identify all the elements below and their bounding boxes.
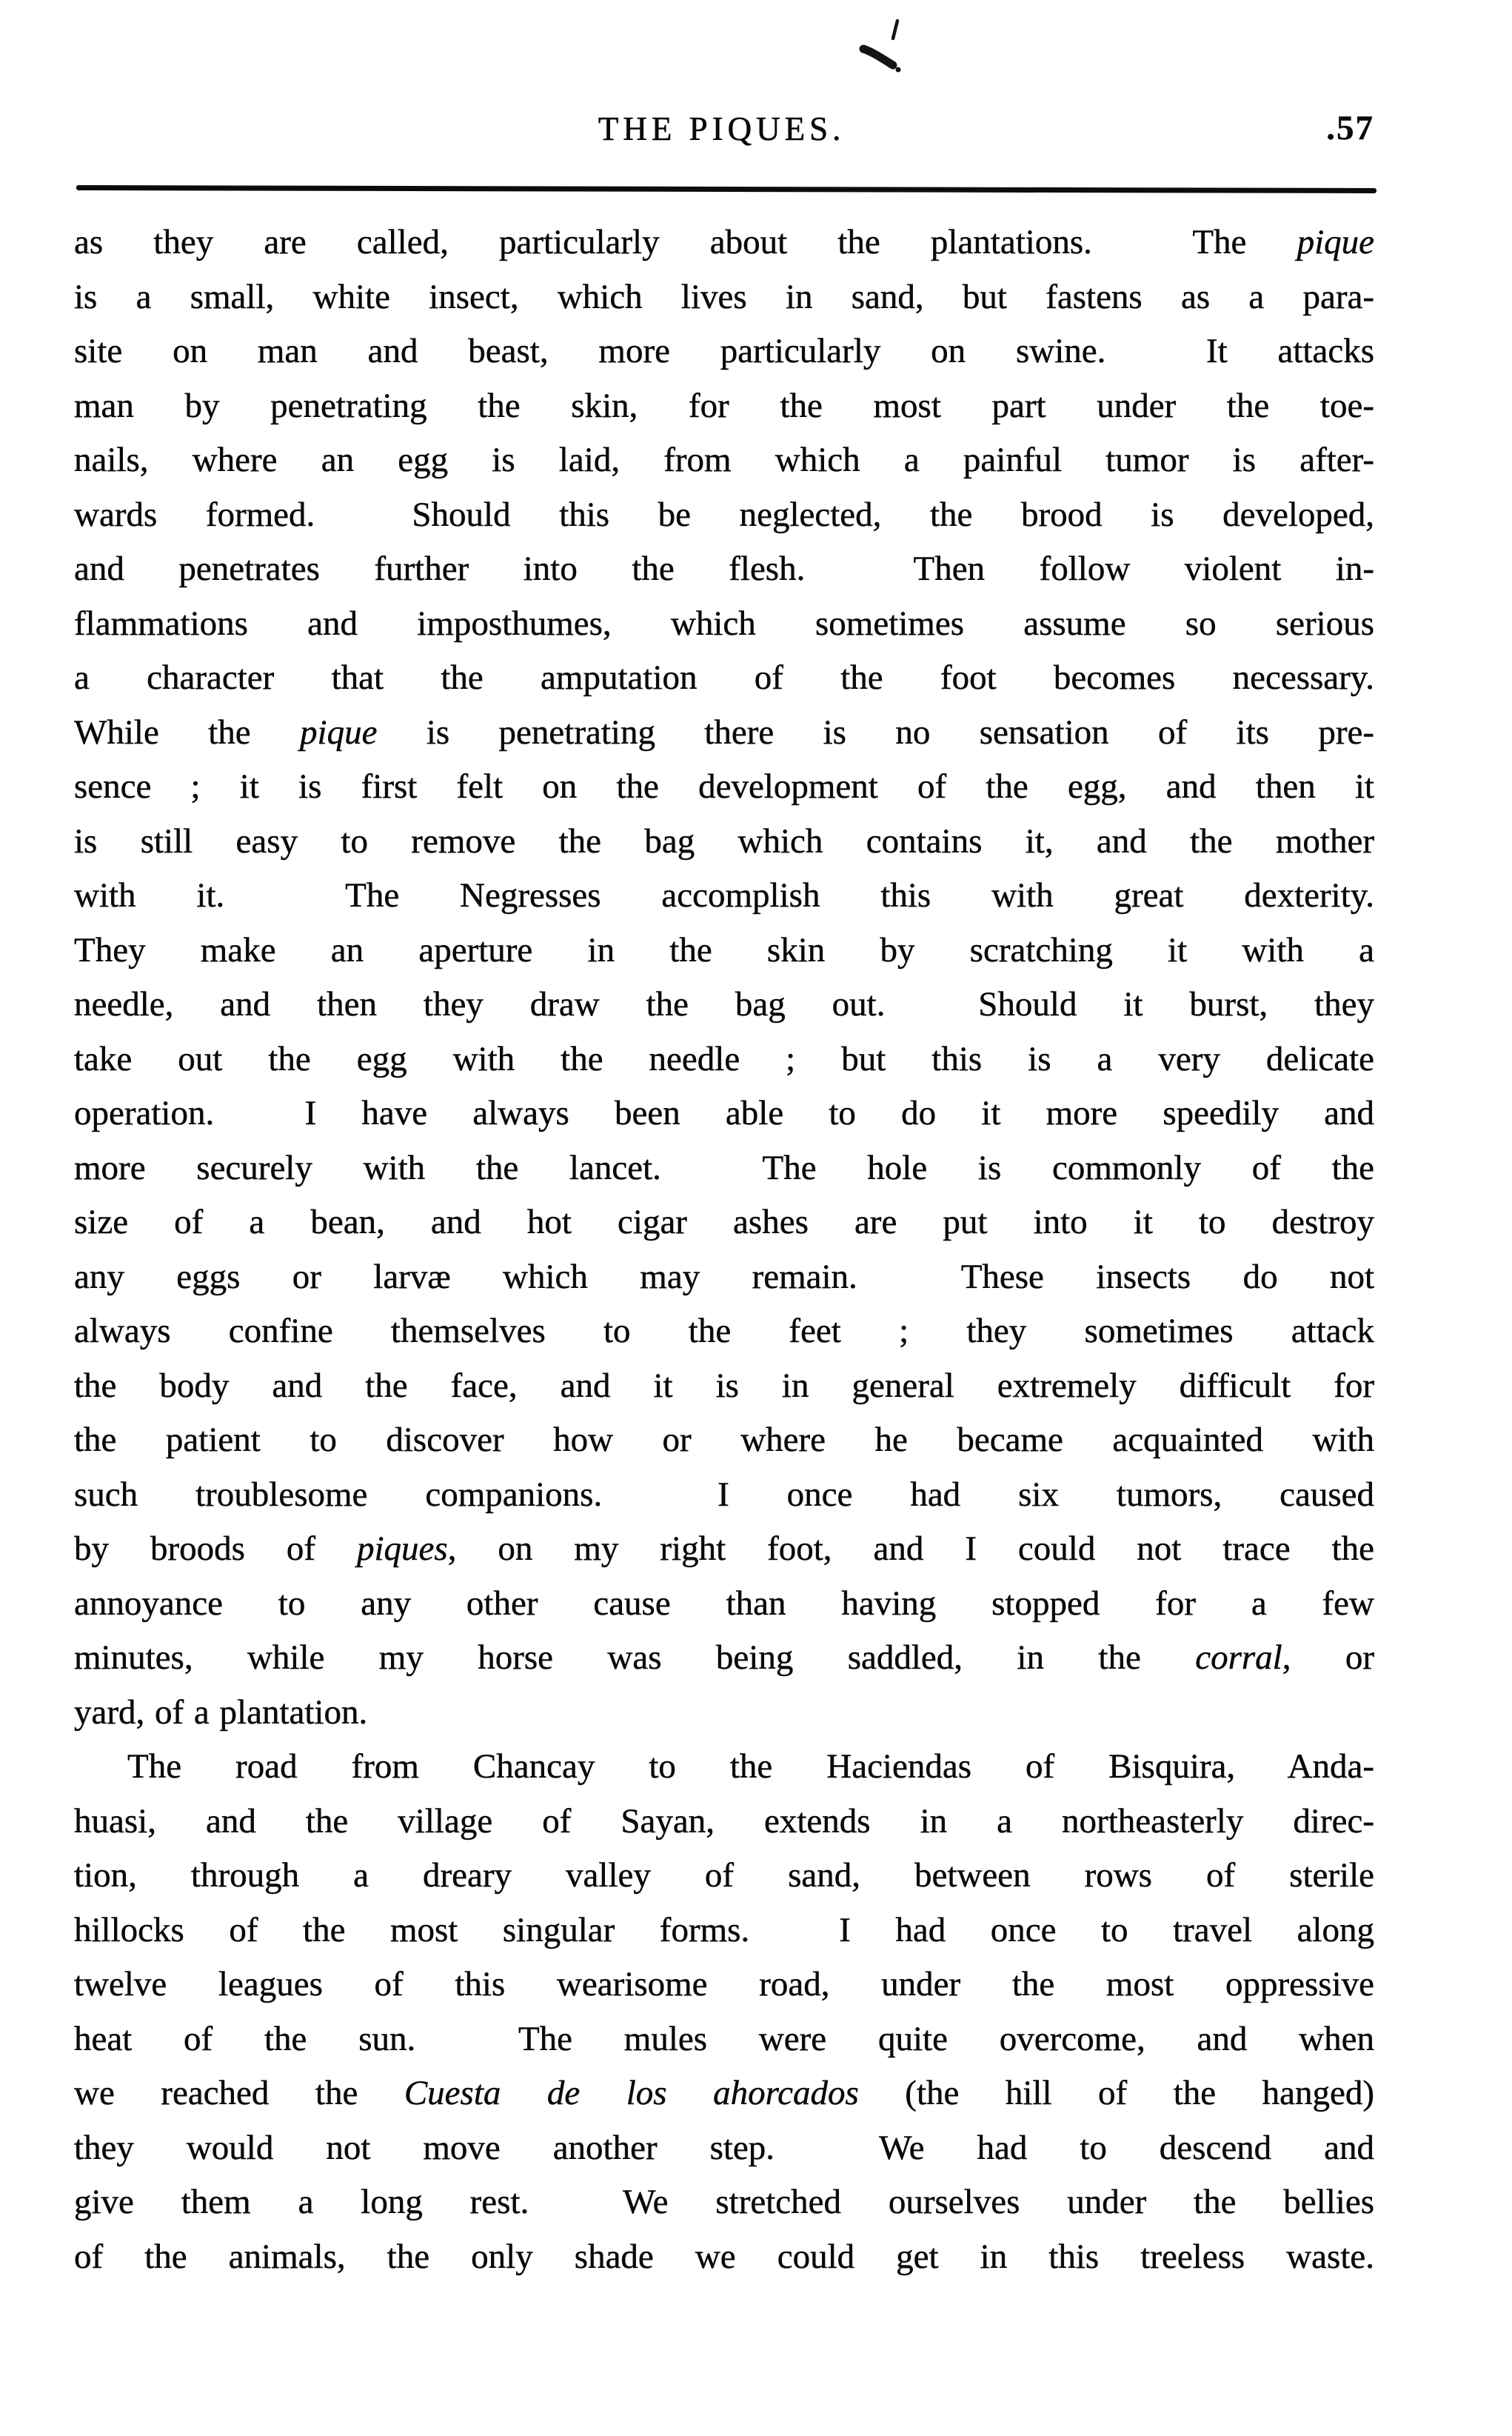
text-line xyxy=(74,815,1374,870)
text-segment: (the hill of the hanged) xyxy=(858,2074,1374,2112)
text-line xyxy=(74,324,1374,379)
text-line xyxy=(74,216,1374,270)
page-number: .57 xyxy=(1326,109,1374,147)
text-line xyxy=(74,597,1374,652)
text-segment: man by penetrating the skin, for the most part under the toe- xyxy=(74,386,1374,425)
text-segment: size of a bean, and hot cigar ashes are put into it to destroy xyxy=(74,1203,1374,1241)
page-header xyxy=(74,110,1374,160)
text-segment: , on my right foot, and I could not trace the xyxy=(447,1529,1374,1568)
text-segment: wards formed. Should this be neglected, the brood is developed, xyxy=(74,495,1374,534)
text-segment: we reached the xyxy=(74,2074,404,2112)
text-line xyxy=(74,1686,1374,1741)
ink-smudge-mark xyxy=(852,16,918,87)
text-segment: as they are called, particularly about the plantations. The xyxy=(74,223,1297,261)
text-line xyxy=(74,1849,1374,1903)
text-line xyxy=(74,869,1374,924)
text-segment: the patient to discover how or where he became acquainted with xyxy=(74,1421,1374,1459)
text-segment: annoyance to any other cause than having stopped for a few xyxy=(74,1584,1374,1623)
text-segment: twelve leagues of this wearisome road, under the most oppressive xyxy=(74,1965,1374,2003)
text-line xyxy=(74,2121,1374,2176)
text-segment: of the animals, the only shade we could get in this treeless waste. xyxy=(74,2237,1374,2276)
text-segment: sence ; it is first felt on the development of the egg, and then it xyxy=(74,767,1374,806)
text-line xyxy=(74,1250,1374,1305)
text-line xyxy=(74,542,1374,597)
text-segment: such troublesome companions. I once had six tumors, caused xyxy=(74,1475,1374,1514)
text-segment: is penetrating there is no sensation of its pre- xyxy=(377,713,1374,752)
text-line xyxy=(74,1087,1374,1141)
text-line xyxy=(74,2230,1374,2285)
text-segment: The road from Chancay to the Haciendas of Bisquira, Anda- xyxy=(127,1747,1374,1786)
text-line xyxy=(74,270,1374,325)
text-segment: They make an aperture in the skin by scratching it with a xyxy=(74,930,1374,970)
text-segment: needle, and then they draw the bag out. Should it burst, they xyxy=(74,985,1374,1024)
text-line xyxy=(74,1413,1374,1468)
text-line xyxy=(74,1740,1374,1795)
text-segment: huasi, and the village of Sayan, extends in a northeasterly direc- xyxy=(74,1801,1374,1841)
text-line xyxy=(74,760,1374,815)
text-segment: by broods of xyxy=(74,1529,357,1568)
text-line xyxy=(74,2175,1374,2230)
text-segment: minutes, while my horse was being saddled, in the xyxy=(74,1638,1196,1677)
running-head-title: THE PIQUES. xyxy=(598,110,846,147)
text-line xyxy=(74,1631,1374,1686)
text-line xyxy=(74,1795,1374,1849)
text-line xyxy=(74,2012,1374,2067)
text-segment: operation. I have always been able to do it more speedily and xyxy=(74,1094,1374,1132)
italic-text-segment: Cuesta de los ahorcados xyxy=(404,2074,859,2112)
text-segment: site on man and beast, more particularly on swine. It attacks xyxy=(74,332,1374,370)
text-segment: flammations and imposthumes, which sometimes assume so serious xyxy=(74,604,1374,643)
text-line xyxy=(74,1958,1374,2012)
text-line xyxy=(74,1359,1374,1414)
text-line xyxy=(74,1577,1374,1632)
text-segment: and penetrates further into the flesh. Then follow violent in- xyxy=(74,550,1374,588)
text-segment: take out the egg with the needle ; but this is a very delicate xyxy=(74,1039,1374,1078)
text-line xyxy=(74,433,1374,488)
text-line xyxy=(74,651,1374,706)
text-line xyxy=(74,1195,1374,1250)
text-segment: is a small, white insect, which lives in sand, but fastens as a para- xyxy=(74,277,1374,316)
text-line xyxy=(74,379,1374,434)
text-segment: more securely with the lancet. The hole is commonly of the xyxy=(74,1148,1374,1187)
text-segment: is still easy to remove the bag which contains it, and the mother xyxy=(74,821,1374,861)
text-segment: give them a long rest. We stretched ourselves under the bellies xyxy=(74,2183,1374,2221)
text-segment: While the xyxy=(74,713,301,752)
text-segment: tion, through a dreary valley of sand, between rows of sterile xyxy=(74,1856,1374,1895)
text-segment: any eggs or larvæ which may remain. These insects do not xyxy=(74,1257,1374,1296)
italic-text-segment: pique xyxy=(1297,223,1374,261)
text-segment: always confine themselves to the feet ; they sometimes attack xyxy=(74,1312,1374,1350)
text-line xyxy=(74,1304,1374,1359)
text-segment: nails, where an egg is laid, from which a painful tumor is after- xyxy=(74,441,1374,479)
text-line xyxy=(74,1903,1374,1958)
text-segment: yard, of a plantation. xyxy=(74,1692,368,1732)
italic-text-segment: piques xyxy=(356,1529,448,1568)
header-rule xyxy=(76,185,1376,193)
text-line xyxy=(74,1468,1374,1523)
text-segment: hillocks of the most singular forms. I had once to travel along xyxy=(74,1910,1374,1949)
text-segment: the body and the face, and it is in general extremely difficult for xyxy=(74,1366,1374,1405)
text-line xyxy=(74,1522,1374,1577)
text-segment: , or xyxy=(1282,1638,1374,1677)
text-line xyxy=(74,1032,1374,1087)
italic-text-segment: pique xyxy=(300,713,378,752)
text-segment: a character that the amputation of the foot becomes necessary. xyxy=(74,658,1374,697)
text-segment: they would not move another step. We had to descend and xyxy=(74,2128,1374,2167)
text-segment: heat of the sun. The mules were quite overcome, and when xyxy=(74,2019,1374,2058)
text-line xyxy=(74,1141,1374,1196)
text-line xyxy=(74,706,1374,761)
text-line xyxy=(74,2066,1374,2121)
text-block xyxy=(74,216,1374,2284)
italic-text-segment: corral xyxy=(1195,1638,1282,1677)
text-segment: with it. The Negresses accomplish this with great dexterity. xyxy=(74,876,1374,915)
text-line xyxy=(74,924,1374,978)
text-line xyxy=(74,488,1374,543)
text-line xyxy=(74,978,1374,1032)
